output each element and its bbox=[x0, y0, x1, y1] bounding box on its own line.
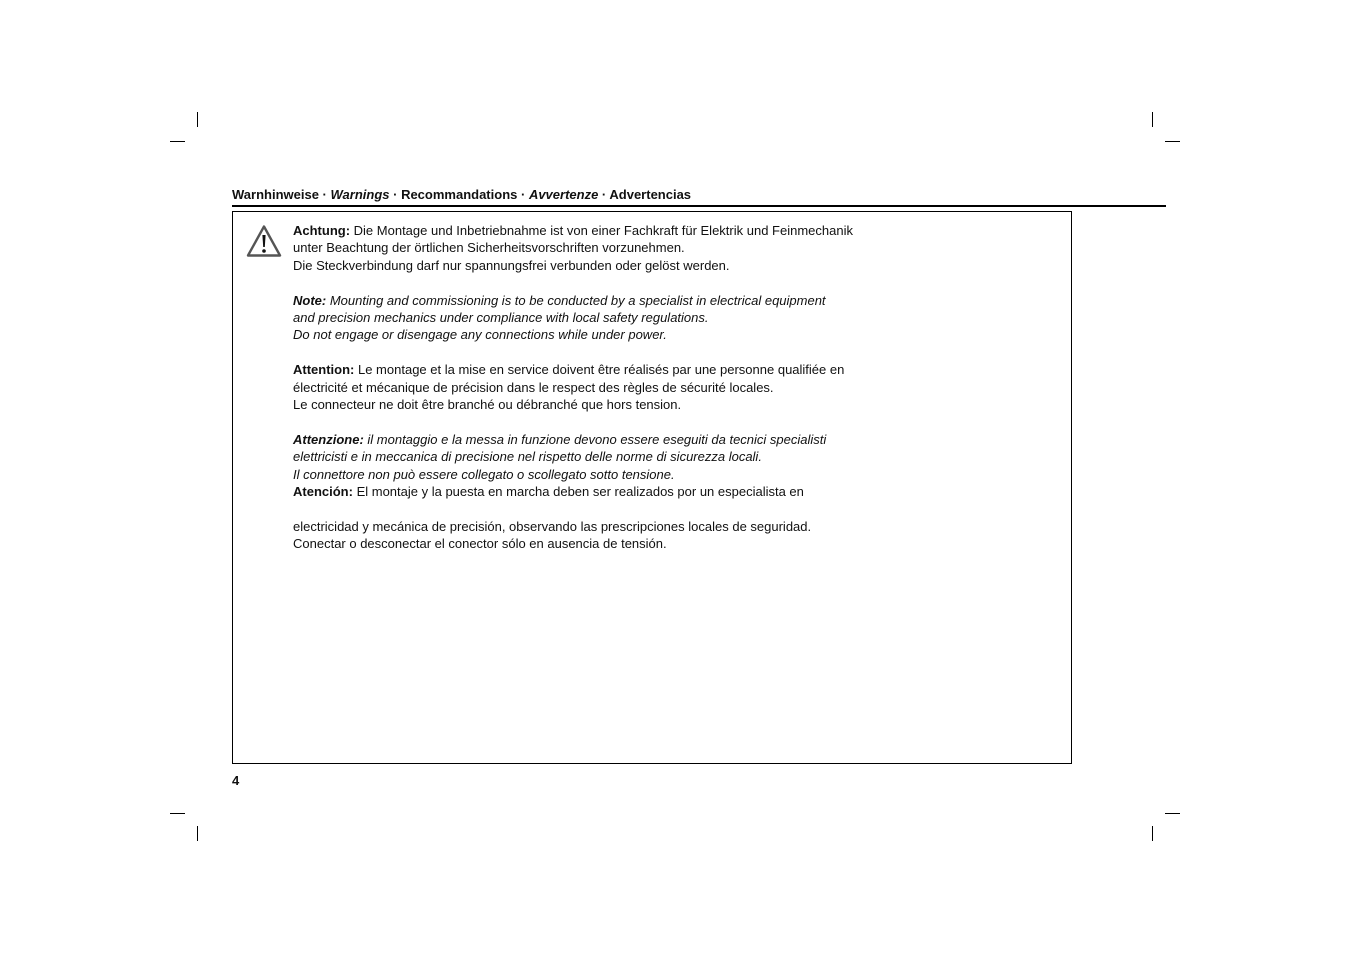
crop-mark bbox=[197, 826, 198, 841]
crop-mark bbox=[1152, 112, 1153, 127]
warning-paragraph-fr bbox=[293, 361, 993, 413]
warning-text: il montaggio e la messa in funzione devono essere eseguiti da tecnici specialisti bbox=[363, 431, 827, 447]
crop-mark bbox=[1165, 141, 1180, 142]
title-es: Advertencias bbox=[609, 187, 692, 202]
header-rule bbox=[232, 205, 1166, 207]
warning-text: Do not engage or disengage any connections while under power. bbox=[293, 327, 667, 343]
crop-mark bbox=[1152, 826, 1153, 841]
title-de: Warnhinweise bbox=[232, 187, 319, 202]
warning-paragraph-es bbox=[293, 483, 993, 553]
section-title bbox=[232, 186, 1166, 203]
title-it: Avvertenze bbox=[528, 187, 599, 202]
warning-text: Die Montage und Inbetriebnahme ist von einer Fachkraft für Elektrik und Feinmechanik bbox=[350, 223, 853, 238]
warning-text: électricité et mécanique de précision dans le respect des règles de sécurité locales. bbox=[293, 379, 774, 395]
warning-label-it: Attenzione: bbox=[293, 431, 364, 447]
warning-label-de: Achtung: bbox=[293, 223, 351, 238]
warning-text: electricidad y mecánica de precisión, observando las prescripciones locales de seguridad. bbox=[293, 518, 812, 534]
warnings-text bbox=[293, 222, 993, 553]
blank-line bbox=[293, 500, 993, 517]
warning-paragraph-de bbox=[293, 222, 993, 274]
warning-text: Mounting and commissioning is to be conducted by a specialist in electrical equipment bbox=[326, 292, 826, 308]
warning-text: Le montage et la mise en service doivent être réalisés par une personne qualifiée en bbox=[354, 362, 845, 378]
warning-label-fr: Attention: bbox=[293, 362, 355, 378]
warning-text: elettricisti e in meccanica di precisione nel rispetto delle norme di sicurezza locali. bbox=[293, 449, 762, 465]
warning-paragraph-it bbox=[293, 431, 993, 483]
title-separator: · bbox=[318, 187, 331, 202]
title-separator: · bbox=[598, 187, 610, 202]
warning-paragraph-en bbox=[293, 292, 993, 344]
warning-triangle-icon bbox=[246, 224, 282, 258]
crop-mark bbox=[170, 813, 185, 814]
crop-mark bbox=[170, 141, 185, 142]
warning-label-es: Atención: bbox=[293, 484, 353, 500]
title-en: Warnings bbox=[330, 187, 390, 202]
warning-text: Die Steckverbindung darf nur spannungsfrei verbunden oder gelöst werden. bbox=[293, 257, 730, 273]
crop-mark bbox=[1165, 813, 1180, 814]
warning-text: and precision mechanics under compliance with local safety regulations. bbox=[293, 310, 709, 326]
warning-text: El montaje y la puesta en marcha deben ser realizados por un especialista en bbox=[352, 484, 804, 500]
warning-text: unter Beachtung der örtlichen Sicherheitsvorschriften vorzunehmen. bbox=[293, 240, 685, 256]
title-separator: · bbox=[389, 187, 402, 202]
warning-text: Conectar o desconectar el conector sólo en ausencia de tensión. bbox=[293, 536, 667, 552]
title-fr: Recommandations bbox=[401, 187, 518, 202]
warning-label-en: Note: bbox=[293, 292, 327, 308]
warning-text: Il connettore non può essere collegato o scollegato sotto tensione. bbox=[293, 466, 675, 482]
warning-text: Le connecteur ne doit être branché ou débranché que hors tension. bbox=[293, 397, 682, 413]
page-number: 4 bbox=[232, 773, 240, 788]
crop-mark bbox=[197, 112, 198, 127]
title-separator: · bbox=[517, 187, 529, 202]
